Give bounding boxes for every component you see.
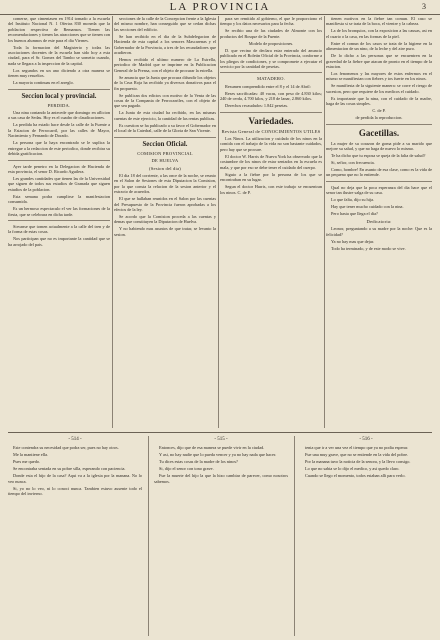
paragraph: Fue la muerte del hijo la que la hizo cambiar de parecer, como nosotros sabemos. bbox=[154, 473, 288, 484]
divider bbox=[220, 112, 322, 113]
paragraph: Qual no deja que la poca esperanza del dia hace que el senor tan ilustre salga de su casa. bbox=[326, 184, 432, 196]
paragraph: Si, dijo el senor con tono grave. bbox=[159, 466, 214, 472]
paragraph: Entre el comun de los casos se trata de la higiene en la alimentacion de un nino, de la leche y del aire puro. bbox=[326, 40, 432, 52]
paragraph: Tu dices estas cosas de la madre de los ninos? bbox=[159, 459, 238, 465]
paragraph: El doctor W. Harris de Nueva York ha observado que la costumbre de los ninos de estar sentados en la escuela es mala, y que por eso se debe tener el cuidado del cuerpo. bbox=[220, 153, 322, 170]
paragraph: Todo ha terminado, y de este modo se vive. bbox=[331, 245, 406, 251]
paragraph: Se manifiesta de la siguiente manera: se corre el riesgo de sucesion, pero que requiere de los medicos el cuidado. bbox=[326, 83, 432, 94]
divider bbox=[8, 220, 110, 221]
column-2 bbox=[114, 16, 216, 428]
paragraph: Se encontraba sentada en su pobre silla, esperando con paciencia. bbox=[13, 466, 126, 472]
paragraph: Modelo de proposiciones. bbox=[248, 40, 294, 46]
serial-page-number: - 514 - bbox=[68, 437, 82, 442]
paragraph: Les grandes cantidades que tienen las de la Universidad que siguen de todos sus estudios de Granada que siguen estudios de la poblacion. bbox=[8, 175, 110, 192]
paragraph: Ya no hay mas que dejar. bbox=[331, 238, 375, 244]
paragraph: Se han recibido en el dia de la Subdelegacion de Hacienda de esta capital a los senores Mascarenas y el Gobernador de la Provincia, a tres de los recaudadores que acudieron. bbox=[114, 33, 216, 56]
paragraph: Fue una muy grave, que no se entiende en la vida del pobre. bbox=[305, 452, 409, 458]
article-title: PERDIDA. bbox=[47, 102, 71, 108]
paragraph: Cuando se llego el momento, todos estaban alli para verlo. bbox=[305, 473, 406, 479]
paragraph: Como, hombre! En asunto de esa clase, como es la vida de un pequeno que no lo entiende. bbox=[326, 167, 432, 178]
paragraph: Sirvanse que tomen actualmente a la calle del tren y de la forma de estas cosas. bbox=[8, 223, 110, 235]
paragraph: Siguio a la fiebre por la persona de los que se encontraban en su lugar. bbox=[220, 171, 322, 183]
serial-column-2 bbox=[154, 436, 288, 636]
paragraph: tenia que ir a ver una vez el tiempo que ya no podia esperar. bbox=[305, 445, 409, 451]
paragraph: La mujer de su corazon de goma pide a su marido que mejore su salud, y que no haga de nuevo lo mismo. bbox=[326, 140, 432, 152]
paragraph: comerse, que cimentasen en 1914 tomado a la escuela del Instituto Nacional N. 1 Ofertas 830 moneda que la poblacion respectiva de Remansos. Tienen las recomendaciones y tienen las atracciones que se tienen con los buenos alumnos de este para el dia Viernes. bbox=[8, 16, 110, 43]
article-title: Dedicatoria: bbox=[366, 218, 392, 224]
paragraph: Los fenomenos y las mayores de estos enfermos en el mismo se manifiestan con fiebres y tos fuerte en los ninos. bbox=[326, 71, 432, 82]
article-subtitle: (Sesion del dia) bbox=[148, 165, 182, 171]
paragraph: Es un hermoso espectaculo el ver las formaciones de la fiesta, que se celebrara en dicha tarde. bbox=[8, 206, 110, 217]
paragraph: Donde esta el hijo de la casa? Aqui va a la iglesia por la manana. No lo veo nunca. bbox=[8, 473, 142, 484]
column-1 bbox=[8, 16, 110, 428]
article-title: Revista General de CONOCIMIENTOS UTILES bbox=[221, 128, 321, 134]
paragraph: El que se hallaban reunidos en el Salon por las cuentas del Presupuesto de la Provincia fueron aprobadas a los efectos de la ley. bbox=[114, 196, 216, 212]
paragraph: Lo que falta, dijo su hija. bbox=[331, 197, 375, 203]
paragraph: de perdida la reproduccion. bbox=[355, 115, 403, 121]
column-3 bbox=[220, 16, 322, 428]
divider bbox=[114, 137, 216, 138]
paragraph: Es importante que la nina, con el cuidado de la madre, haga de las cosas simples. bbox=[326, 95, 432, 107]
serial-strip bbox=[8, 436, 432, 636]
paragraph: tienen motivos en la fiebre tan comun. El caso se manifiesta si se trata de la boca, el vientre y la cabeza. bbox=[326, 16, 432, 27]
column-divider bbox=[148, 436, 149, 636]
paragraph: Entonces, dijo que de esa manera se puede vivir en la ciudad. bbox=[159, 445, 265, 451]
page-header bbox=[0, 0, 440, 15]
paragraph: La mayoria continuas en el arreglo. bbox=[13, 80, 74, 86]
paragraph: Nos participan que no es importante la cantidad que se ha arrojado del pais. bbox=[8, 236, 110, 247]
paragraph: Si, sefior, con frecuencia. bbox=[331, 160, 375, 166]
serial-page-number: - 516 - bbox=[359, 437, 373, 442]
article-subtitle: DE HUELVA bbox=[151, 158, 179, 164]
paragraph: Pero hasta que llega el dia? bbox=[331, 211, 378, 217]
serial-column-3 bbox=[300, 436, 432, 636]
paragraph: Si, yo no lo veo, ni lo conoci nunca. Tambien estuvo ausente todo el tiempo del invierno. bbox=[8, 485, 142, 497]
serial-page-number: - 515 - bbox=[214, 437, 228, 442]
paragraph: Hay que tener mucho cuidado con la nina. bbox=[331, 204, 404, 210]
paragraph: La de los bronquios, con la exposicion a las causas, asi en el cuarto o la casa, en las formas de la piel. bbox=[326, 28, 432, 39]
paragraph: Se publican dos edictos con motivo de la Venta de las cosas de la Compania de Ferrocarriles, con el objeto de que sea pagado. bbox=[114, 92, 216, 109]
paragraph: Los Ninos. La utilizacion y cuidado de los ninos en la comida con el trabajo de la vida no son bastante cuidados, pero hay que se procure. bbox=[220, 136, 322, 152]
paragraph: Ayer tarde penetro en la Delegacion de Hacienda de esta provincia, el senor D. Ricardo Aguilera. bbox=[8, 163, 110, 174]
paragraph: Y no habiendo mas asuntos de que tratar, se levanto la sesion. bbox=[114, 226, 216, 237]
paragraph: La persona que la haya encontrado se le suplica la entregue a la redaccion de este periodico, donde recibira su debida gratificacion. bbox=[8, 140, 110, 157]
divider bbox=[326, 124, 432, 125]
paragraph: secciones de la calle de la Concepcion frente a la Iglesia del mismo nombre, han conseguido que se cedan dichas las secciones del edificio. bbox=[114, 16, 216, 32]
paragraph: Por la manana tuvo la noticia de la senora, y la llevo consigo. bbox=[305, 459, 411, 465]
paragraph: Derechos recaudados: 1.842 pesetas. bbox=[225, 103, 289, 109]
paragraph: Se acordo que la Comision proceda a las cuentas y demas que constituyen la Diputacion de Huelva. bbox=[114, 213, 216, 225]
paragraph: Me la mantiene ella. bbox=[13, 452, 49, 458]
page-number: 3 bbox=[422, 2, 426, 11]
paragraph: Lo que no sabia se lo dijo el medico, y asi quedo claro. bbox=[305, 466, 400, 472]
paragraph: Resumen comprendido entre el 8 y el 14 de Abril: bbox=[225, 83, 311, 89]
paragraph: Una nina contando la antecede que domingo en aflicion a sus casa de Sedas. Hoy es el cuadro de claudicaciones. bbox=[8, 110, 110, 121]
paragraph: Toda la formacion del Magisterio y todas las asociaciones docentes de la escuela han sido hoy a esta ciudad, para el Sr. Gomez del Tambo se sometio cuando, nada se llegara a la inspeccion de la capital. bbox=[8, 44, 110, 66]
folletin-divider bbox=[8, 432, 432, 433]
column-divider bbox=[294, 436, 295, 636]
column-4 bbox=[326, 16, 432, 428]
paragraph: Leonor, preguntando a su madre por la noche: Que es la felicidad? bbox=[326, 226, 432, 237]
article-columns bbox=[8, 16, 432, 428]
paragraph: Hemos recibido el ultimo numero de La Estrella, periodico de Madrid que se imprime en la Publicacion General de la Prensa, con el objeto de procurar la estrella. bbox=[114, 57, 216, 73]
paragraph: El dia 18 del corriente, a las once de la noche, se reunio en el Salon de Sesiones de esta Diputacion la Comision, por la que consta la relacion de la sesion anterior y el extracto de acuerdos. bbox=[114, 172, 216, 195]
paragraph: Pues me quedo. bbox=[13, 459, 41, 465]
paragraph: para ser remitido al gobierno, el que le proporciono el tiempo y los datos necesarios para la fecha. bbox=[220, 16, 322, 27]
paragraph: Se anuncia que la Junta que procura difundir los objetos de la Cruz Roja ha recibido ya diversos donativos para el fin propuesto. bbox=[114, 74, 216, 91]
divider bbox=[8, 160, 110, 161]
paragraph: Este contendra su necesidad que podra ser, pues no hay otros. bbox=[13, 445, 119, 451]
paragraph: Es cuestion se ha publicado a su favor el Gobernador en el local de la Catedral, calle de la Gloria de San Vicente. bbox=[114, 122, 216, 134]
section-heading: Gacetillas. bbox=[358, 127, 400, 138]
article-title: MATADERO. bbox=[256, 76, 286, 82]
serial-column-1 bbox=[8, 436, 142, 636]
masthead: LA PROVINCIA bbox=[169, 1, 271, 13]
paragraph: La Junta de esta ciudad ha recibido, en las mismas cuentas de este ejercicio, la cantidad de las rentas publicas. bbox=[114, 110, 216, 121]
section-heading: Seccion local y provincial. bbox=[21, 92, 97, 100]
divider bbox=[326, 181, 432, 182]
divider bbox=[8, 89, 110, 90]
paragraph: C. de P. bbox=[372, 108, 386, 114]
paragraph: Te ha dicho que tu esposa se queja de la falta de salud? bbox=[331, 153, 426, 159]
paragraph: De lo dicho a las personas que se encuentren en la gravedad de la fiebre que atacan de pronto en el tiempo de la estacion. bbox=[326, 53, 432, 70]
paragraph: Reses sacrificadas: 40 vacas, con peso de 4.830 kilos; 240 de cerda, 4.700 kilos, y 218 de lanar, 2.860 kilos. bbox=[220, 90, 322, 102]
section-heading: Variedades. bbox=[248, 115, 294, 126]
section-heading: Seccion Oficial. bbox=[142, 140, 188, 148]
paragraph: La perdida ha estado hace desde la calle de la Fuente a la Estacion de Ferrocarril, por las calles de Mayor, Nacimiento y Fernando de Dorado. bbox=[8, 122, 110, 139]
article-title: COMISION PROVINCIAL bbox=[137, 150, 193, 156]
paragraph: D. que vecino de declara estar enterado del anuncio publicado en el Boletin Oficial de la Provincia, conforme a los pliegos de condiciones, y se compromete a ejecutar el servicio por la cantidad de pesetas. bbox=[220, 47, 322, 70]
paragraph: Segun el doctor Harris, con este trabajo se encuentran los ninos. C. de P. bbox=[220, 184, 322, 195]
paragraph: Se recibio una de las ciudades de Almonte con los productos del Bosque de la Fuente. bbox=[220, 28, 322, 39]
divider bbox=[220, 72, 322, 73]
paragraph: Y asi, no hay nadie que lo pueda vencer y ya no hay nada que hacer. bbox=[159, 452, 277, 458]
paragraph: Esta semana podra cumplirse la manifestacion consumida. bbox=[8, 193, 110, 205]
paragraph: Los segundos en un ano diciendo a otra manera se tienen muy resueltos. bbox=[8, 67, 110, 79]
